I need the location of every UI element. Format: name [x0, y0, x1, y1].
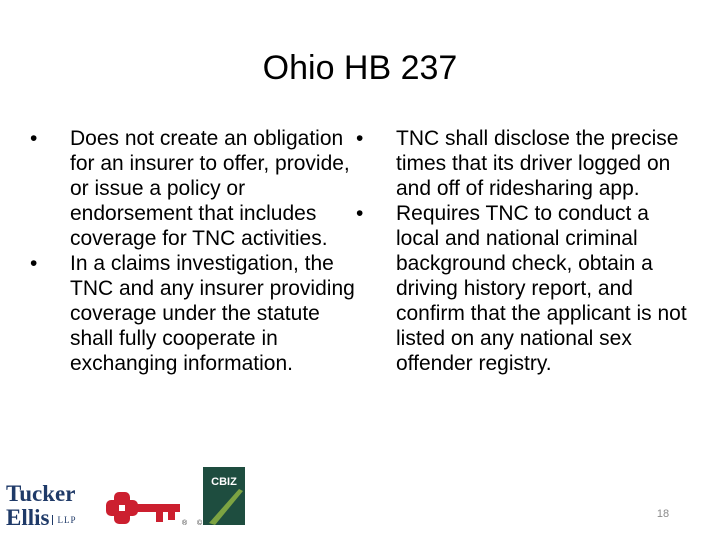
- cbiz-logo-text: CBIZ: [211, 476, 237, 488]
- bullet-item: [356, 201, 696, 376]
- bullet-text: TNC shall disclose the precise times that its driver logged on and off of ridesharing app.: [396, 127, 679, 200]
- bullet-text: Requires TNC to conduct a local and national criminal background check, obtain a driving history report, and confirm that the applicant is not listed on any national sex offender registry.: [396, 202, 687, 375]
- bullet-item: [356, 126, 696, 201]
- page-number: 18: [656, 508, 670, 520]
- tucker-logo-line2: Ellis LLP: [6, 505, 77, 530]
- bullet-text: Does not create an obligation for an insurer to offer, provide, or issue a policy or endorsement that includes coverage for TNC activities.: [70, 127, 350, 250]
- bullet-marker: •: [30, 127, 38, 150]
- registered-mark: ®: [182, 520, 188, 527]
- right-bullet-list: [356, 126, 696, 376]
- bullet-item: [30, 251, 360, 376]
- tucker-logo-line1: Tucker: [6, 481, 76, 506]
- bullet-marker: •: [356, 127, 364, 150]
- sponsor-logos: [0, 462, 280, 540]
- bullet-text: In a claims investigation, the TNC and any insurer providing coverage under the statute shall fully cooperate in exchanging information.: [70, 252, 355, 375]
- tucker-logo-llp: LLP: [52, 515, 76, 525]
- tucker-ellis-logo: [6, 482, 76, 532]
- bullet-item: [30, 126, 360, 251]
- bullet-marker: •: [356, 202, 364, 225]
- left-bullet-list: [30, 126, 360, 376]
- cbiz-logo: [203, 467, 245, 525]
- copyright-mark: ©: [197, 520, 203, 527]
- slide-title: Ohio HB 237: [262, 49, 458, 87]
- bullet-marker: •: [30, 252, 38, 275]
- keybank-key-logo: [106, 490, 188, 526]
